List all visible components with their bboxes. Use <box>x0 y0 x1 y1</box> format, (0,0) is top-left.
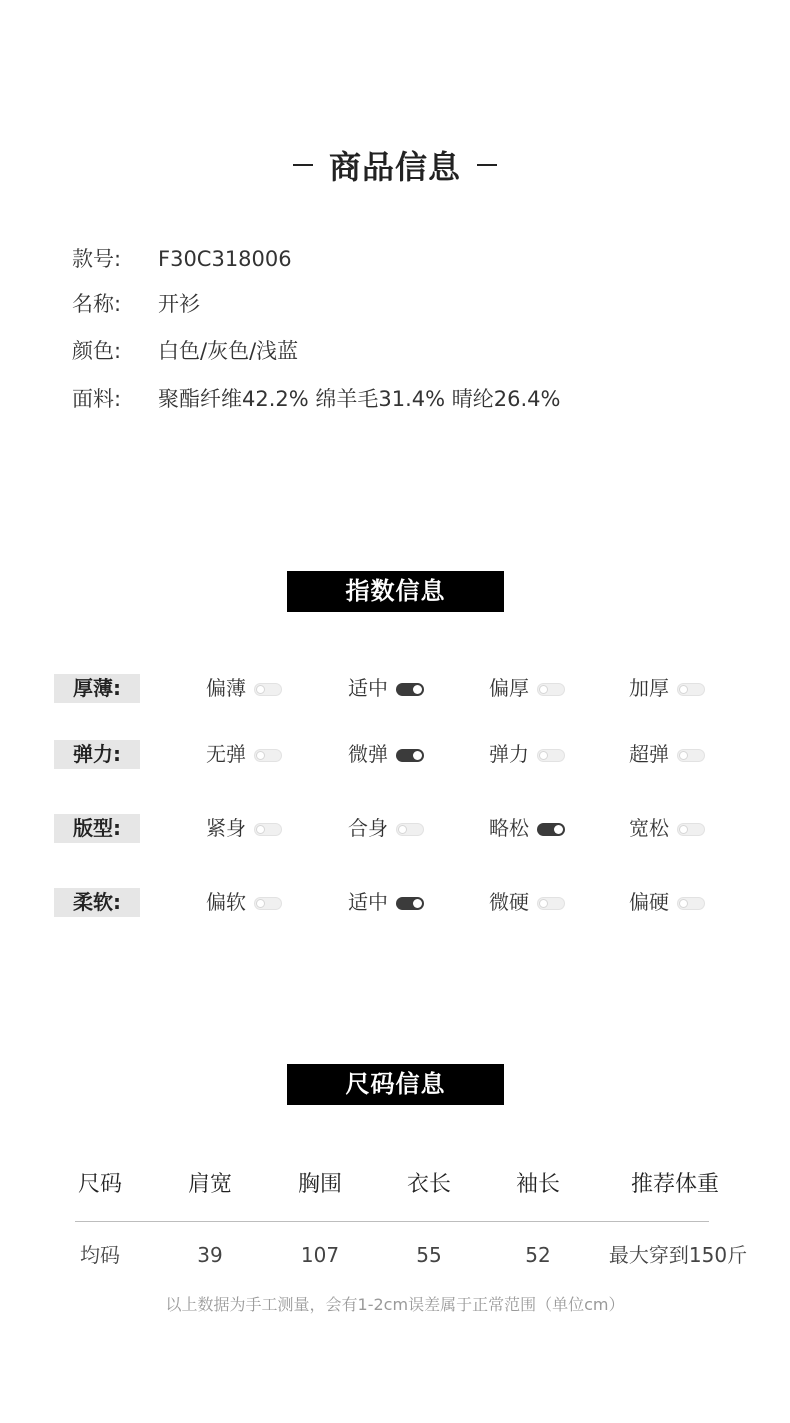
info-value: F30C318006 <box>158 247 292 271</box>
table-cell: 52 <box>525 1243 551 1267</box>
table-header: 尺码 <box>77 1172 122 1197</box>
index-option[interactable] <box>206 740 282 769</box>
index-label-softness: 柔软: <box>54 888 140 917</box>
info-value: 聚酯纤维42.2% 绵羊毛31.4% 晴纶26.4% <box>158 387 561 411</box>
table-divider <box>75 1221 709 1222</box>
option-text: 超弹 <box>629 742 669 766</box>
option-text: 紧身 <box>206 816 246 840</box>
index-label-elasticity: 弹力: <box>54 740 140 769</box>
info-label: 颜色: <box>72 339 122 363</box>
index-option[interactable] <box>348 674 424 703</box>
info-row-color <box>72 336 298 366</box>
index-option[interactable] <box>489 740 565 769</box>
size-info-banner: 尺码信息 <box>287 1064 504 1105</box>
toggle-off-icon <box>254 823 282 836</box>
index-option[interactable] <box>489 888 565 917</box>
toggle-on-icon <box>396 749 424 762</box>
index-option[interactable] <box>629 888 705 917</box>
index-label-fit: 版型: <box>54 814 140 843</box>
option-text: 适中 <box>348 890 388 914</box>
info-row-style-no <box>72 244 292 274</box>
index-info-banner: 指数信息 <box>287 571 504 612</box>
toggle-off-icon <box>677 823 705 836</box>
table-cell: 最大穿到150斤 <box>608 1243 748 1267</box>
info-value: 开衫 <box>158 292 200 316</box>
table-header: 肩宽 <box>187 1172 232 1197</box>
info-label: 名称: <box>72 292 122 316</box>
toggle-off-icon <box>677 749 705 762</box>
toggle-off-icon <box>677 897 705 910</box>
option-text: 略松 <box>489 816 529 840</box>
index-option[interactable] <box>206 814 282 843</box>
info-label: 款号: <box>72 247 122 271</box>
toggle-off-icon <box>254 749 282 762</box>
info-value: 白色/灰色/浅蓝 <box>158 339 299 363</box>
index-option[interactable] <box>489 814 565 843</box>
table-cell: 107 <box>300 1243 340 1267</box>
toggle-off-icon <box>254 897 282 910</box>
index-option[interactable] <box>206 674 282 703</box>
option-text: 宽松 <box>629 816 669 840</box>
index-option[interactable] <box>629 814 705 843</box>
toggle-on-icon <box>396 683 424 696</box>
toggle-off-icon <box>537 897 565 910</box>
title-dash-right <box>477 164 497 166</box>
index-option[interactable] <box>629 674 705 703</box>
table-cell: 39 <box>197 1243 223 1267</box>
toggle-on-icon <box>396 897 424 910</box>
toggle-off-icon <box>677 683 705 696</box>
index-option[interactable] <box>489 674 565 703</box>
option-text: 偏软 <box>206 890 246 914</box>
option-text: 加厚 <box>629 676 669 700</box>
toggle-off-icon <box>537 683 565 696</box>
index-option[interactable] <box>629 740 705 769</box>
toggle-off-icon <box>254 683 282 696</box>
option-text: 无弹 <box>206 742 246 766</box>
option-text: 适中 <box>348 676 388 700</box>
product-info-title: 商品信息 <box>328 148 461 186</box>
option-text: 微硬 <box>489 890 529 914</box>
info-label: 面料: <box>72 387 122 411</box>
title-dash-left <box>293 164 313 166</box>
table-header: 推荐体重 <box>630 1172 719 1197</box>
table-cell: 均码 <box>80 1243 120 1267</box>
toggle-off-icon <box>537 749 565 762</box>
toggle-on-icon <box>537 823 565 836</box>
option-text: 合身 <box>348 816 388 840</box>
option-text: 偏硬 <box>629 890 669 914</box>
index-option[interactable] <box>348 814 424 843</box>
table-header: 袖长 <box>515 1172 560 1197</box>
table-cell: 55 <box>416 1243 442 1267</box>
index-option[interactable] <box>348 888 424 917</box>
info-row-name <box>72 289 200 319</box>
table-header: 胸围 <box>297 1172 342 1197</box>
product-info-heading <box>0 142 790 188</box>
index-label-thickness: 厚薄: <box>54 674 140 703</box>
option-text: 弹力 <box>489 742 529 766</box>
option-text: 微弹 <box>348 742 388 766</box>
option-text: 偏薄 <box>206 676 246 700</box>
info-row-fabric <box>72 384 561 414</box>
index-option[interactable] <box>206 888 282 917</box>
option-text: 偏厚 <box>489 676 529 700</box>
measurement-note: 以上数据为手工测量，会有1-2cm误差属于正常范围（单位cm） <box>165 1295 625 1314</box>
table-header: 衣长 <box>406 1172 451 1197</box>
toggle-off-icon <box>396 823 424 836</box>
index-option[interactable] <box>348 740 424 769</box>
